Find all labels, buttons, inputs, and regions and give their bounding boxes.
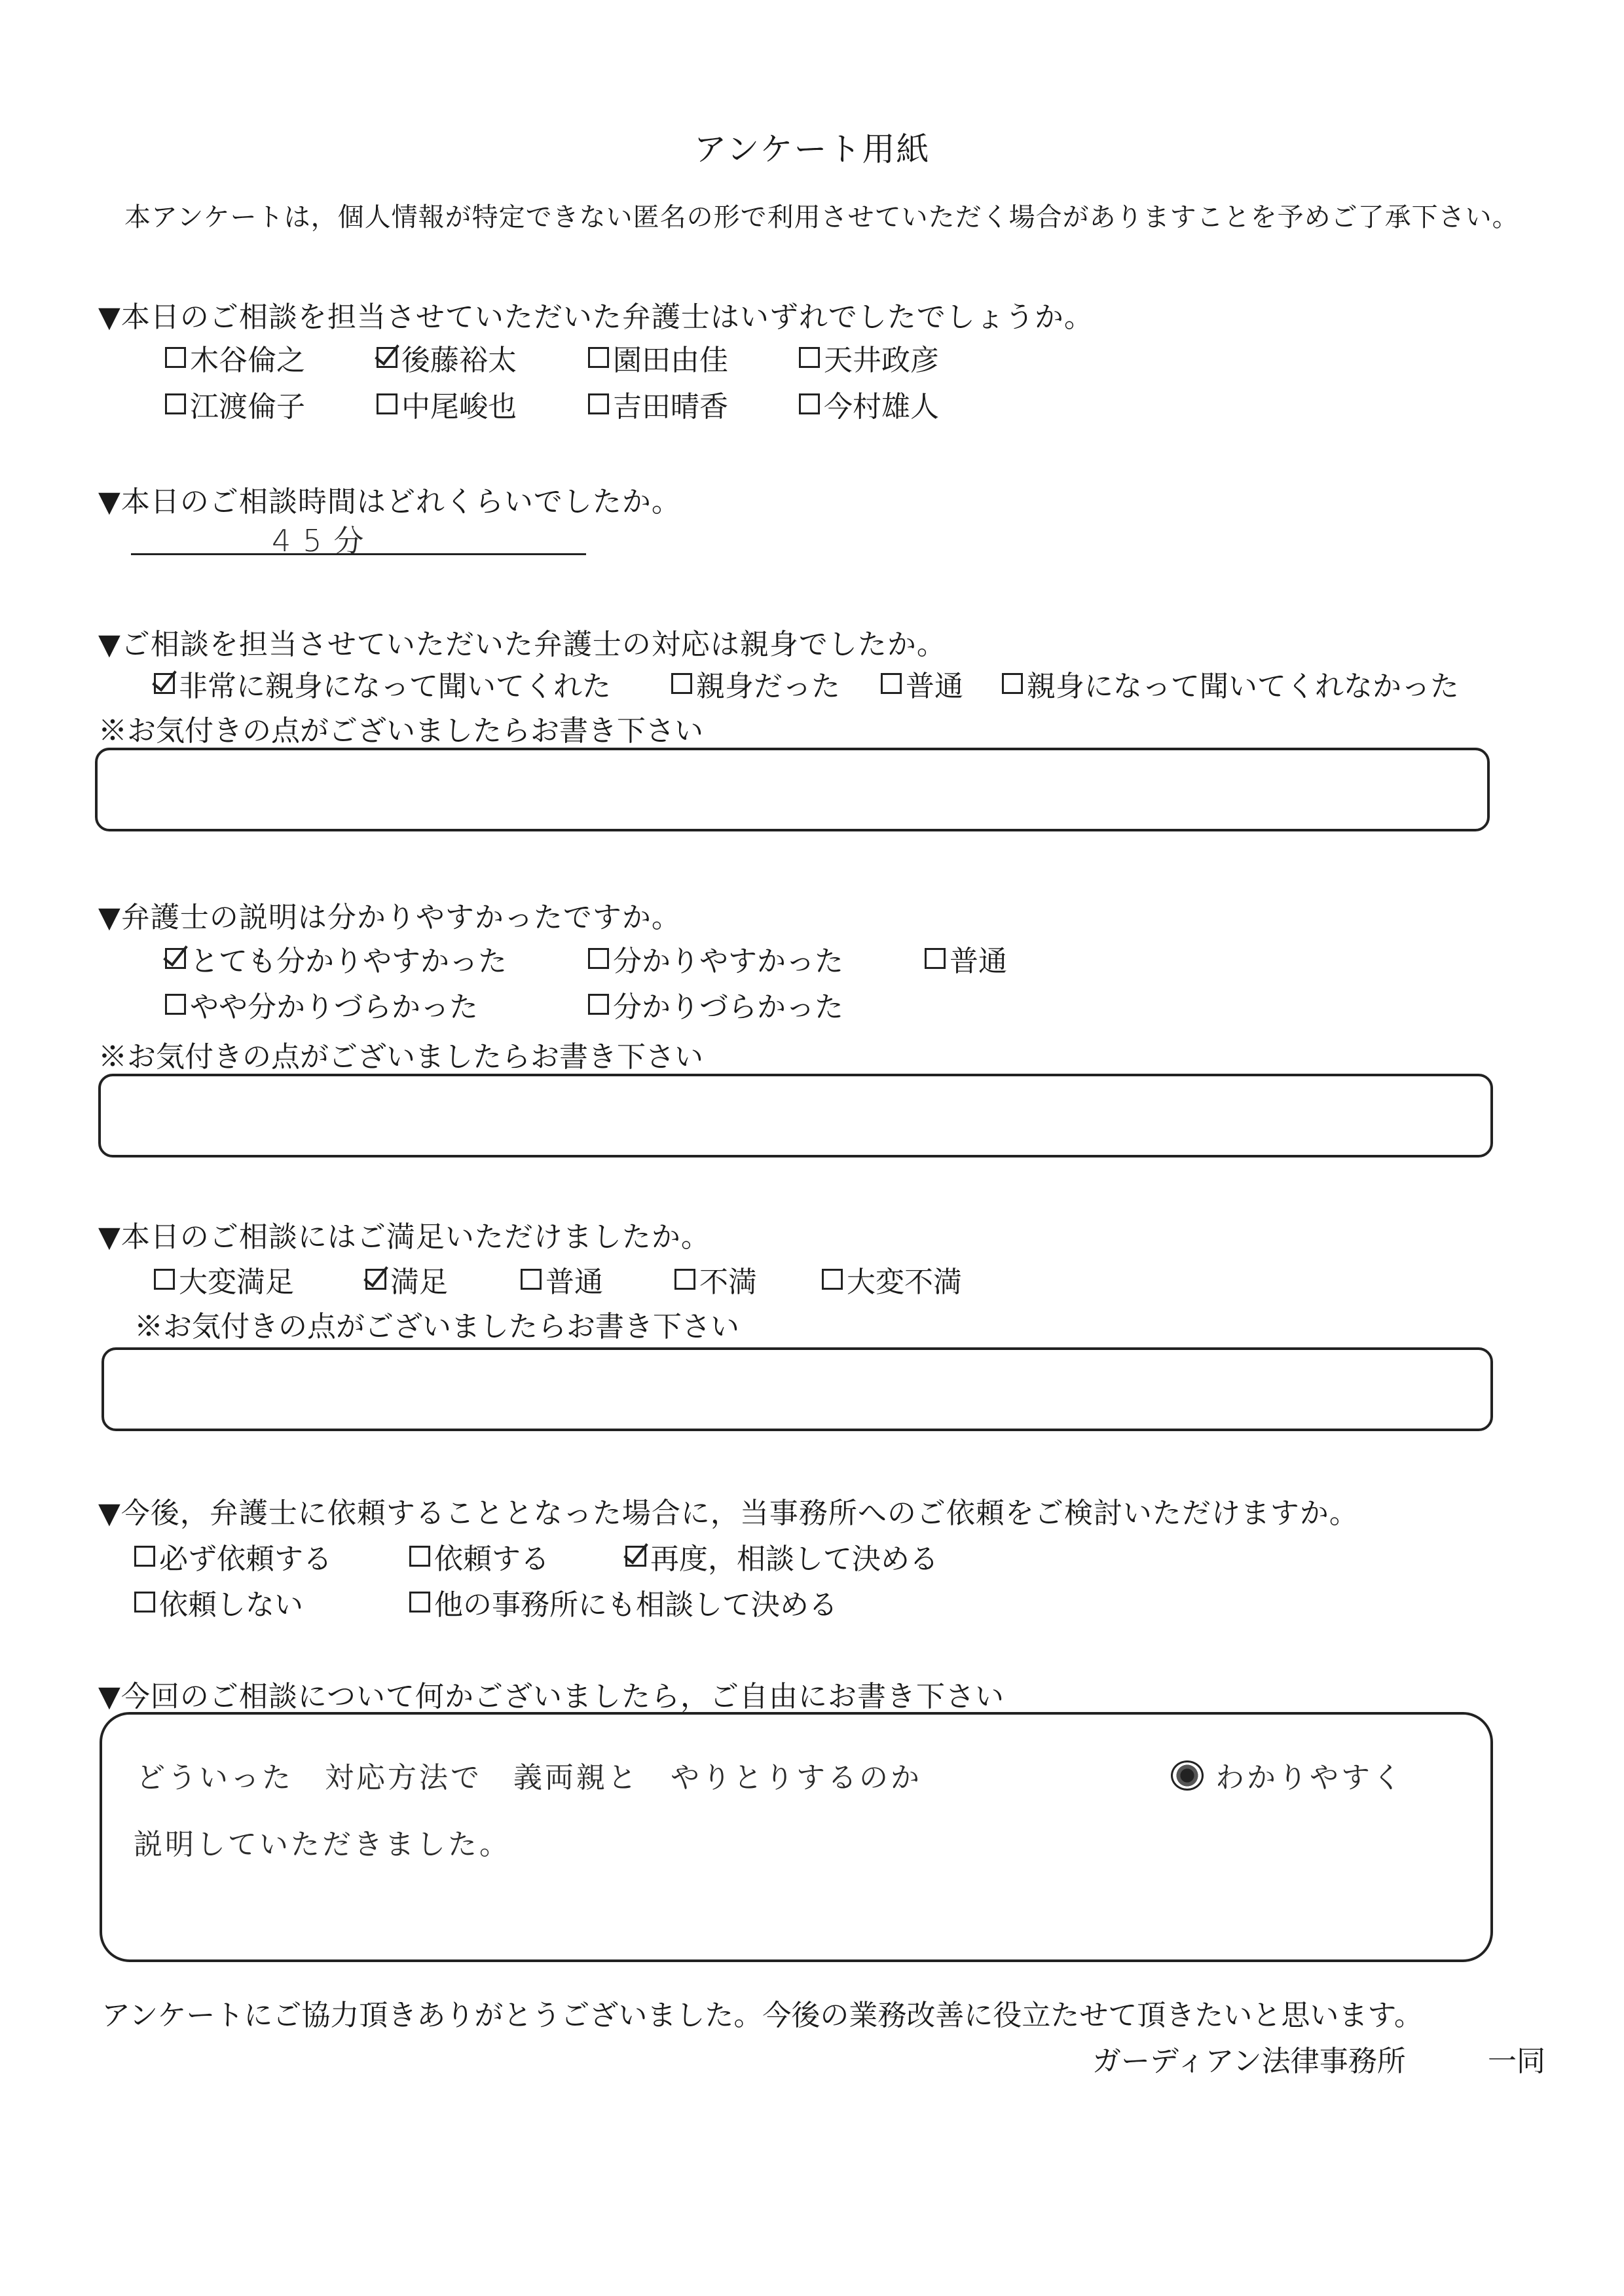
q5-comment-box[interactable]	[101, 1347, 1493, 1431]
q5-question: ▼本日のご相談にはご満足いただけましたか。	[98, 1220, 710, 1254]
page-title: アンケート用紙	[693, 130, 931, 168]
q3-option-label: 普通	[906, 670, 963, 703]
q3-note: ※お気付きの点がございましたらお書き下さい	[98, 714, 703, 748]
q6-option-2[interactable]	[625, 1535, 938, 1577]
q6-question: ▼今後，弁護士に依頼することとなった場合に，当事務所へのご依頼をご検討いただけますか。	[98, 1497, 1359, 1530]
q1-option-6[interactable]	[588, 383, 728, 425]
q3-comment-box[interactable]	[95, 748, 1490, 831]
q1-checkbox-1[interactable]	[377, 347, 397, 368]
q1-checkbox-6[interactable]	[588, 393, 609, 414]
q3-checkbox-3[interactable]	[1002, 673, 1023, 694]
q5-option-0[interactable]	[154, 1258, 294, 1300]
q1-option-7[interactable]	[799, 383, 939, 425]
q4-option-label: とても分かりやすかった	[190, 945, 507, 978]
q5-checkbox-2[interactable]	[521, 1269, 542, 1290]
q4-option-label: 普通	[950, 945, 1007, 978]
q4-option-0[interactable]	[165, 938, 507, 979]
q5-option-label: 普通	[545, 1266, 603, 1299]
q5-option-label: 満足	[390, 1266, 448, 1299]
q6-option-1[interactable]	[409, 1535, 549, 1577]
q2-question: ▼本日のご相談時間はどれくらいでしたか。	[98, 485, 681, 519]
q1-option-label: 園田由佳	[613, 344, 728, 377]
q6-option-4[interactable]	[409, 1581, 838, 1623]
q5-checkbox-1[interactable]	[365, 1269, 386, 1290]
q4-checkbox-1[interactable]	[588, 948, 609, 969]
q6-checkbox-4[interactable]	[409, 1592, 430, 1613]
signature-office: ガーディアン法律事務所	[1092, 2045, 1406, 2078]
q4-option-3[interactable]	[165, 983, 478, 1025]
q4-note: ※お気付きの点がございましたらお書き下さい	[98, 1040, 703, 1074]
q6-option-label: 他の事務所にも相談して決める	[434, 1588, 838, 1622]
q1-option-label: 中尾峻也	[401, 390, 517, 424]
q5-option-label: 不満	[699, 1266, 757, 1299]
q6-option-label: 必ず依頼する	[159, 1542, 332, 1576]
q3-option-label: 非常に親身になって聞いてくれた	[179, 670, 611, 703]
q7-answer-line2: 説明していただきました。	[134, 1828, 511, 1861]
q1-checkbox-3[interactable]	[799, 347, 820, 368]
q6-option-label: 依頼しない	[159, 1588, 303, 1622]
q4-option-label: 分かりやすかった	[613, 945, 843, 978]
q1-option-1[interactable]	[377, 337, 517, 378]
q1-option-label: 今村雄人	[824, 390, 939, 424]
q4-checkbox-2[interactable]	[925, 948, 946, 969]
q5-checkbox-3[interactable]	[674, 1269, 695, 1290]
q1-option-0[interactable]	[165, 337, 305, 378]
q6-checkbox-0[interactable]	[134, 1546, 155, 1567]
q4-option-2[interactable]	[925, 938, 1007, 979]
q3-question: ▼ご相談を担当させていただいた弁護士の対応は親身でしたか。	[98, 628, 946, 661]
q6-checkbox-3[interactable]	[134, 1592, 155, 1613]
q3-option-label: 親身だった	[696, 670, 840, 703]
q3-option-1[interactable]	[671, 663, 840, 704]
q6-option-0[interactable]	[134, 1535, 332, 1577]
q3-checkbox-0[interactable]	[154, 673, 175, 694]
q6-checkbox-1[interactable]	[409, 1546, 430, 1567]
q5-option-1[interactable]	[365, 1258, 448, 1300]
q5-checkbox-4[interactable]	[822, 1269, 843, 1290]
q5-checkbox-0[interactable]	[154, 1269, 175, 1290]
q1-checkbox-4[interactable]	[165, 393, 186, 414]
q3-checkbox-2[interactable]	[881, 673, 902, 694]
q3-option-3[interactable]	[1002, 663, 1459, 704]
q6-option-3[interactable]	[134, 1581, 303, 1623]
q1-checkbox-5[interactable]	[377, 393, 397, 414]
q3-checkbox-1[interactable]	[671, 673, 692, 694]
scribbled-out-mark	[1171, 1760, 1204, 1791]
q5-option-4[interactable]	[822, 1258, 962, 1300]
q6-option-label: 依頼する	[434, 1542, 549, 1576]
q5-option-label: 大変満足	[179, 1266, 294, 1299]
q4-question: ▼弁護士の説明は分かりやすかったですか。	[98, 901, 681, 934]
q6-option-label: 再度，相談して決める	[650, 1542, 938, 1576]
q1-option-3[interactable]	[799, 337, 939, 378]
q3-option-label: 親身になって聞いてくれなかった	[1027, 670, 1459, 703]
closing-text: アンケートにご協力頂きありがとうございました。今後の業務改善に役立たせて頂きたいと思います。	[101, 1999, 1423, 2032]
q4-checkbox-4[interactable]	[588, 994, 609, 1015]
q4-option-4[interactable]	[588, 983, 843, 1025]
q1-option-label: 木谷倫之	[190, 344, 305, 377]
q4-option-label: 分かりづらかった	[613, 991, 843, 1024]
q7-answer-line1a: どういった 対応方法で 義両親と やりとりするのか	[136, 1761, 922, 1795]
q4-option-label: やや分かりづらかった	[190, 991, 478, 1024]
q1-checkbox-7[interactable]	[799, 393, 820, 414]
q5-option-3[interactable]	[674, 1258, 757, 1300]
q4-checkbox-0[interactable]	[165, 948, 186, 969]
q2-answer[interactable]: 45分	[272, 523, 376, 558]
q4-comment-box[interactable]	[98, 1074, 1493, 1157]
q1-checkbox-0[interactable]	[165, 347, 186, 368]
q1-option-label: 天井政彦	[824, 344, 939, 377]
q1-option-4[interactable]	[165, 383, 305, 425]
q6-checkbox-2[interactable]	[625, 1546, 646, 1567]
q7-answer-line1b: わかりやすく	[1215, 1761, 1404, 1795]
q1-option-label: 吉田晴香	[613, 390, 728, 424]
q4-option-1[interactable]	[588, 938, 843, 979]
q7-question: ▼今回のご相談について何かございましたら，ご自由にお書き下さい	[98, 1680, 1005, 1713]
q3-option-0[interactable]	[154, 663, 611, 704]
q5-option-label: 大変不満	[847, 1266, 962, 1299]
q7-comment-box[interactable]	[100, 1712, 1493, 1962]
q2-answer-line	[131, 553, 586, 555]
q1-option-label: 後藤裕太	[401, 344, 517, 377]
q4-checkbox-3[interactable]	[165, 994, 186, 1015]
q1-option-5[interactable]	[377, 383, 517, 425]
q5-option-2[interactable]	[521, 1258, 603, 1300]
q1-question: ▼本日のご相談を担当させていただいた弁護士はいずれでしたでしょうか。	[98, 301, 1094, 334]
q3-option-2[interactable]	[881, 663, 963, 704]
q1-option-label: 江渡倫子	[190, 390, 305, 424]
intro-text: 本アンケートは，個人情報が特定できない匿名の形で利用させていただく場合がありますことを予めご了承下さい。	[124, 202, 1519, 232]
q1-option-2[interactable]	[588, 337, 728, 378]
q5-note: ※お気付きの点がございましたらお書き下さい	[134, 1310, 739, 1343]
q1-checkbox-2[interactable]	[588, 347, 609, 368]
signature-suffix: 一同	[1488, 2045, 1545, 2078]
